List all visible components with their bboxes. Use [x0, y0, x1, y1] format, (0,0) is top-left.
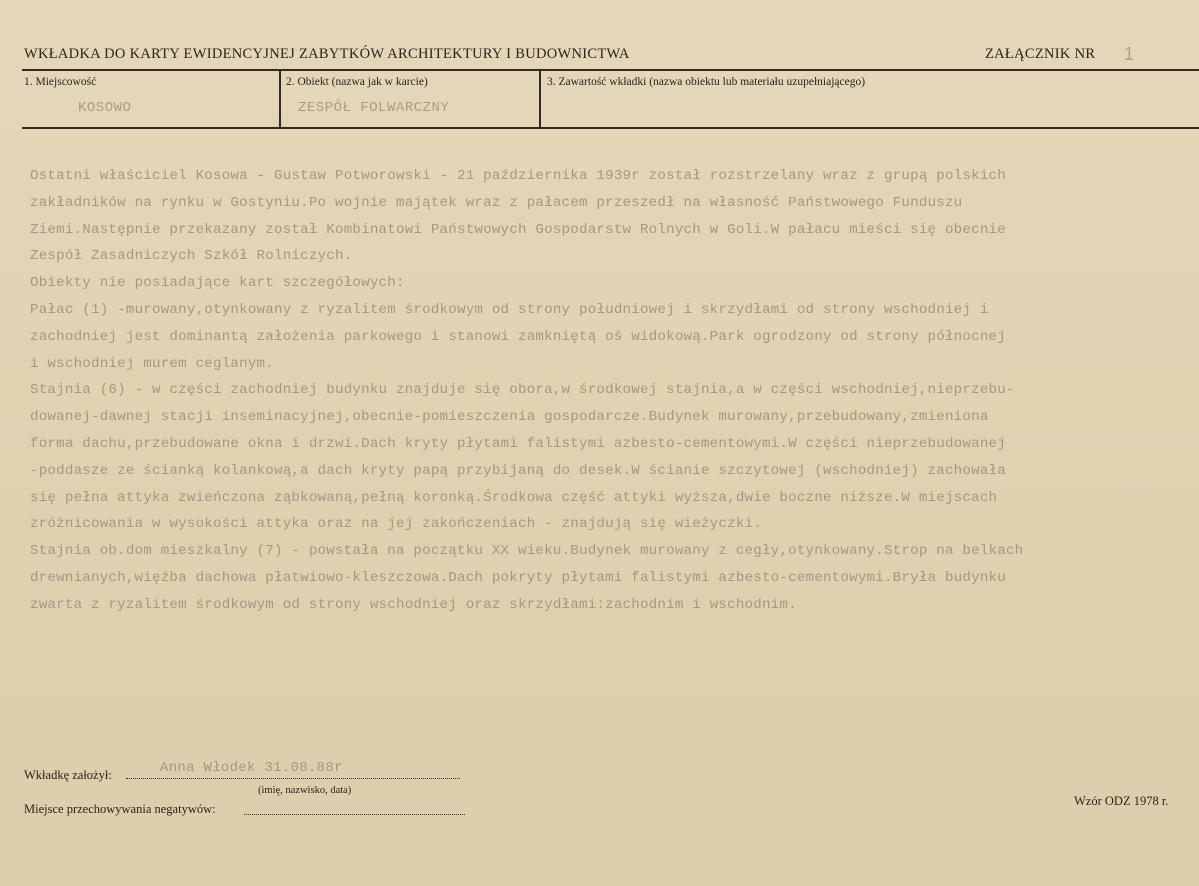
body-line: forma dachu,przebudowane okna i drzwi.Dach kryty płytami falistymi azbesto-cementowymi.W części nieprzebudowanej	[30, 435, 1006, 452]
body-line: Ziemi.Następnie przekazany został Kombinatowi Państwowych Gospodarstw Rolnych w Goli.W pałacu mieści się obecnie	[30, 221, 1006, 238]
body-line: Obiekty nie posiadające kart szczegółowych:	[30, 275, 405, 292]
body-line: zróżnicowania w wysokości attyka oraz na jej zakończeniach - znajdują się wieżyczki.	[30, 516, 762, 533]
body-line: Ostatni właściciel Kosowa - Gustaw Potworowski - 21 października 1939r został rozstrzelany wraz z grupą polskich	[30, 168, 1006, 184]
object-label: 2. Obiekt (nazwa jak w karcie)	[286, 76, 428, 88]
card-title: WKŁADKA DO KARTY EWIDENCYJNEJ ZABYTKÓW ARCHITEKTURY I BUDOWNICTWA	[24, 46, 630, 62]
body-line: Pałac (1) -murowany,otynkowany z ryzalitem środkowym od strony południowej i skrzydłami od strony wschodniej i	[30, 301, 989, 318]
body-line: zachodniej jest dominantą założenia parkowego i stanowi zamkniętą oś widokową.Park ogrodzony od strony północnej	[30, 328, 1006, 345]
founded-value: Anna Włodek 31.08.88r	[160, 760, 343, 776]
column-divider-1	[279, 71, 281, 127]
header-rule	[22, 69, 1199, 71]
negatives-line	[244, 814, 465, 815]
column-divider-2	[539, 71, 541, 127]
object-value: ZESPÓŁ FOLWARCZNY	[298, 100, 450, 116]
body-line: Stajnia ob.dom mieszkalny (7) - powstała na początku XX wieku.Budynek murowany z cegły,otynkowany.Strop na belkach	[30, 543, 1024, 560]
form-version: Wzór ODZ 1978 r.	[1074, 794, 1169, 808]
content-label: 3. Zawartość wkładki (nazwa obiektu lub materiału uzupełniającego)	[547, 76, 866, 88]
body-line: zakładników na rynku w Gostyniu.Po wojnie majątek wraz z pałacem przeszedł na własność Państwowego Funduszu	[30, 194, 963, 211]
locality-value: KOSOWO	[78, 100, 132, 116]
fields-rule	[22, 127, 1199, 129]
attachment-label: ZAŁĄCZNIK NR	[985, 46, 1096, 62]
typed-description	[30, 163, 1182, 619]
founded-label: Wkładkę założył:	[24, 768, 112, 782]
body-line: Zespół Zasadniczych Szkół Rolniczych.	[30, 248, 353, 265]
body-line: Stajnia (6) - w części zachodniej budynku znajduje się obora,w środkowej stajnia,a w części wschodniej,nieprzebu-	[30, 382, 1015, 399]
body-line: drewnianych,więźba dachowa płatwiowo-kleszczowa.Dach pokryty płytami falistymi azbesto-cementowymi.Bryła budynku	[30, 569, 1006, 586]
negatives-label: Miejsce przechowywania negatywów:	[24, 802, 216, 816]
attachment-number: 1	[1124, 44, 1135, 64]
body-line: i wschodniej murem ceglanym.	[30, 355, 274, 372]
founded-caption: (imię, nazwisko, data)	[258, 785, 352, 796]
body-line: dowanej-dawnej stacji inseminacyjnej,obecnie-pomieszczenia gospodarcze.Budynek murowany,przebudowany,zmieniona	[30, 409, 989, 426]
body-line: zwarta z ryzalitem środkowym od strony wschodniej oraz skrzydłami:zachodnim i wschodnim.	[30, 596, 797, 613]
body-line: -poddasze ze ścianką kolankową,a dach kryty papą przybijaną do desek.W ścianie szczytowej (wschodniej) zachowała	[30, 462, 1006, 479]
founded-line	[126, 778, 460, 779]
locality-label: 1. Miejscowość	[24, 76, 97, 88]
body-line: się pełna attyka zwieńczona ząbkowaną,pełną koronką.Środkowa część attyki wyższa,dwie boczne niższe.W miejscach	[30, 489, 998, 506]
